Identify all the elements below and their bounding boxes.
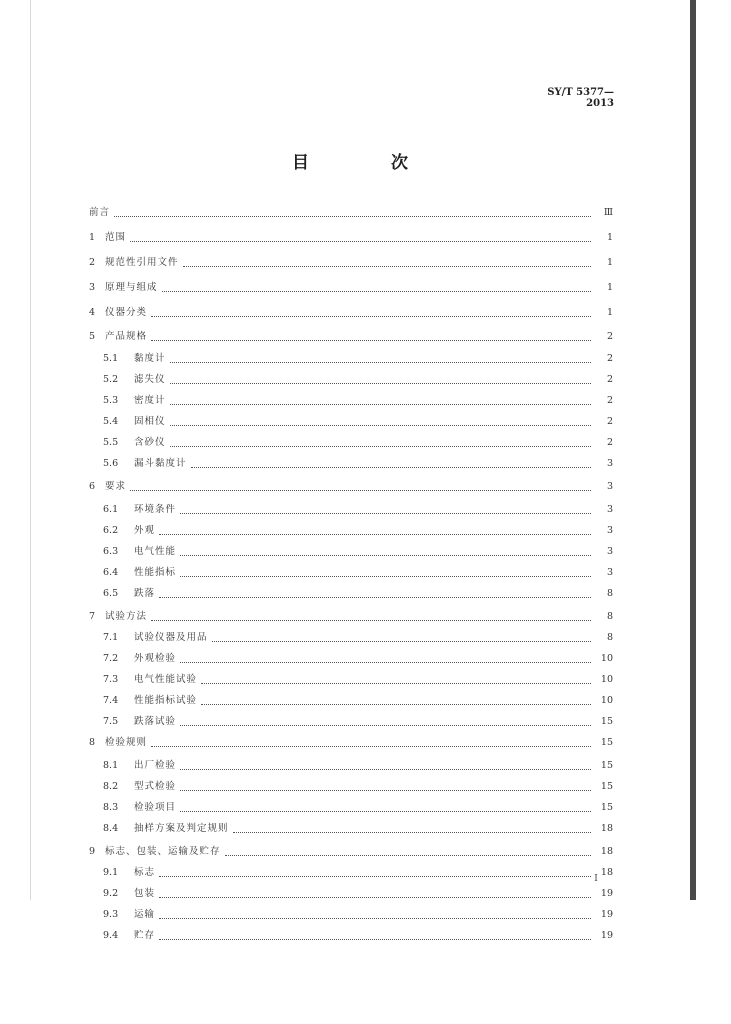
toc-entry-number: 1 bbox=[89, 232, 96, 243]
toc-entry-number: 9 bbox=[89, 846, 96, 857]
toc-entry-label: 外观检验 bbox=[134, 653, 177, 664]
toc-entry[interactable] bbox=[103, 351, 613, 367]
toc-entry[interactable] bbox=[89, 735, 613, 751]
toc-entry-page: 2 bbox=[606, 353, 613, 364]
toc-entry[interactable] bbox=[103, 456, 613, 472]
toc-leader-dots bbox=[180, 661, 591, 663]
toc-entry-label: 规范性引用文件 bbox=[105, 257, 179, 268]
toc-entry-page: 2 bbox=[606, 416, 613, 427]
toc-entry-page: 19 bbox=[600, 930, 613, 941]
toc-entry-page: 8 bbox=[606, 588, 613, 599]
toc-entry-label: 试验仪器及用品 bbox=[134, 632, 208, 643]
toc-entry-label: 出厂检验 bbox=[134, 760, 177, 771]
toc-entry-page: 15 bbox=[600, 781, 613, 792]
toc-entry-page: 3 bbox=[606, 458, 613, 469]
toc-entry-label: 性能指标试验 bbox=[134, 695, 198, 706]
toc-entry-page: 10 bbox=[600, 653, 613, 664]
toc-leader-dots bbox=[162, 290, 591, 292]
toc-entry-label: 前言 bbox=[89, 207, 111, 218]
toc-entry-label: 跌落 bbox=[134, 588, 156, 599]
toc-entry-label: 电气性能 bbox=[134, 546, 177, 557]
toc-leader-dots bbox=[159, 533, 591, 535]
toc-entry[interactable] bbox=[89, 205, 613, 221]
toc-entry[interactable] bbox=[103, 586, 613, 602]
toc-entry-page: 2 bbox=[606, 437, 613, 448]
toc-entry-label: 原理与组成 bbox=[105, 282, 158, 293]
toc-entry[interactable] bbox=[103, 886, 613, 902]
toc-entry[interactable] bbox=[103, 758, 613, 774]
toc-leader-dots bbox=[159, 917, 591, 919]
page-left-edge bbox=[30, 0, 31, 900]
standard-code: SY/T 5377—2013 bbox=[547, 87, 614, 109]
toc-entry[interactable] bbox=[103, 714, 613, 730]
toc-entry[interactable] bbox=[89, 230, 613, 246]
toc-entry[interactable] bbox=[89, 329, 613, 345]
toc-entry-label: 试验方法 bbox=[105, 611, 148, 622]
toc-entry-page: 18 bbox=[600, 846, 613, 857]
toc-entry-number: 5.2 bbox=[103, 374, 119, 385]
toc-entry-label: 检验项目 bbox=[134, 802, 177, 813]
toc-entry-page: 15 bbox=[600, 802, 613, 813]
toc-entry-page: 10 bbox=[600, 695, 613, 706]
toc-entry-label: 标志 bbox=[134, 867, 156, 878]
toc-entry-label: 固相仪 bbox=[134, 416, 166, 427]
toc-entry-number: 5.1 bbox=[103, 353, 119, 364]
toc-entry-number: 8.1 bbox=[103, 760, 119, 771]
toc-leader-dots bbox=[170, 403, 591, 405]
toc-entry-label: 外观 bbox=[134, 525, 156, 536]
toc-entry[interactable] bbox=[103, 907, 613, 923]
toc-entry[interactable] bbox=[89, 305, 613, 321]
toc-entry-page: 8 bbox=[606, 632, 613, 643]
toc-entry[interactable] bbox=[103, 393, 613, 409]
toc-leader-dots bbox=[201, 703, 591, 705]
toc-entry-number: 5.6 bbox=[103, 458, 119, 469]
toc-entry-page: 2 bbox=[606, 331, 613, 342]
toc-entry[interactable] bbox=[103, 693, 613, 709]
toc-entry-number: 6.2 bbox=[103, 525, 119, 536]
toc-entry-label: 性能指标 bbox=[134, 567, 177, 578]
toc-entry-page: 1 bbox=[606, 232, 613, 243]
toc-entry-label: 含砂仪 bbox=[134, 437, 166, 448]
toc-entry-page: 8 bbox=[606, 611, 613, 622]
toc-entry-label: 跌落试验 bbox=[134, 716, 177, 727]
toc-entry-label: 漏斗黏度计 bbox=[134, 458, 187, 469]
toc-entry-label: 检验规则 bbox=[105, 737, 148, 748]
toc-leader-dots bbox=[159, 596, 591, 598]
toc-entry-label: 运输 bbox=[134, 909, 156, 920]
toc-entry-number: 6 bbox=[89, 481, 96, 492]
toc-leader-dots bbox=[130, 240, 591, 242]
toc-entry-page: 1 bbox=[606, 282, 613, 293]
toc-leader-dots bbox=[180, 810, 591, 812]
toc-leader-dots bbox=[170, 382, 591, 384]
toc-entry-number: 5.3 bbox=[103, 395, 119, 406]
toc-entry-page: 2 bbox=[606, 374, 613, 385]
toc-leader-dots bbox=[191, 466, 591, 468]
toc-leader-dots bbox=[233, 831, 591, 833]
toc-entry-number: 7.4 bbox=[103, 695, 119, 706]
toc-entry[interactable] bbox=[103, 435, 613, 451]
toc-entry-page: 10 bbox=[600, 674, 613, 685]
toc-entry-page: 3 bbox=[606, 481, 613, 492]
toc-entry[interactable] bbox=[89, 479, 613, 495]
toc-entry-label: 密度计 bbox=[134, 395, 166, 406]
toc-entry[interactable] bbox=[103, 651, 613, 667]
toc-leader-dots bbox=[159, 875, 591, 877]
toc-entry-number: 6.1 bbox=[103, 504, 119, 515]
toc-entry-page: 3 bbox=[606, 567, 613, 578]
toc-entry-number: 9.1 bbox=[103, 867, 119, 878]
toc-leader-dots bbox=[180, 768, 591, 770]
toc-entry-page: Ⅲ bbox=[603, 207, 613, 218]
toc-entry[interactable] bbox=[103, 502, 613, 518]
toc-leader-dots bbox=[151, 745, 591, 747]
toc-entry-number: 9.2 bbox=[103, 888, 119, 899]
toc-entry[interactable] bbox=[89, 255, 613, 271]
toc-leader-dots bbox=[159, 896, 591, 898]
toc-entry-label: 要求 bbox=[105, 481, 127, 492]
toc-entry-number: 8.4 bbox=[103, 823, 119, 834]
toc-entry-number: 5.5 bbox=[103, 437, 119, 448]
toc-entry-number: 6.5 bbox=[103, 588, 119, 599]
toc-title: 目 次 bbox=[292, 153, 446, 173]
toc-leader-dots bbox=[170, 361, 591, 363]
toc-entry[interactable] bbox=[89, 280, 613, 296]
toc-leader-dots bbox=[212, 640, 591, 642]
toc-leader-dots bbox=[180, 554, 591, 556]
toc-entry-number: 4 bbox=[89, 307, 96, 318]
toc-entry-page: 15 bbox=[600, 737, 613, 748]
toc-leader-dots bbox=[159, 938, 591, 940]
toc-entry[interactable] bbox=[89, 844, 613, 860]
toc-entry-label: 滤失仪 bbox=[134, 374, 166, 385]
toc-entry-number: 8.2 bbox=[103, 781, 119, 792]
toc-leader-dots bbox=[180, 575, 591, 577]
toc-entry-number: 7.2 bbox=[103, 653, 119, 664]
toc-leader-dots bbox=[170, 445, 591, 447]
toc-entry[interactable] bbox=[103, 630, 613, 646]
toc-entry-page: 19 bbox=[600, 909, 613, 920]
toc-entry-number: 7.3 bbox=[103, 674, 119, 685]
toc-entry[interactable] bbox=[103, 565, 613, 581]
toc-entry-number: 9.3 bbox=[103, 909, 119, 920]
toc-entry-label: 黏度计 bbox=[134, 353, 166, 364]
toc-entry-page: 15 bbox=[600, 716, 613, 727]
toc-entry-page: 1 bbox=[606, 257, 613, 268]
toc-entry-number: 7 bbox=[89, 611, 96, 622]
toc-entry-page: 3 bbox=[606, 546, 613, 557]
toc-entry-label: 仪器分类 bbox=[105, 307, 148, 318]
toc-leader-dots bbox=[151, 619, 591, 621]
toc-entry-label: 范围 bbox=[105, 232, 127, 243]
toc-entry[interactable] bbox=[103, 414, 613, 430]
toc-entry-number: 2 bbox=[89, 257, 96, 268]
toc-entry-label: 抽样方案及判定规则 bbox=[134, 823, 229, 834]
toc-entry-page: 15 bbox=[600, 760, 613, 771]
toc-entry-page: 18 bbox=[600, 867, 613, 878]
toc-entry-number: 5 bbox=[89, 331, 96, 342]
toc-entry-number: 8 bbox=[89, 737, 96, 748]
toc-entry-page: 3 bbox=[606, 504, 613, 515]
toc-entry[interactable] bbox=[103, 544, 613, 560]
toc-entry[interactable] bbox=[89, 609, 613, 625]
toc-entry-label: 标志、包装、运输及贮存 bbox=[105, 846, 221, 857]
toc-entry-page: 1 bbox=[606, 307, 613, 318]
toc-entry[interactable] bbox=[103, 800, 613, 816]
toc-entry-number: 8.3 bbox=[103, 802, 119, 813]
toc-entry[interactable] bbox=[103, 928, 613, 944]
toc-entry[interactable] bbox=[103, 372, 613, 388]
toc-leader-dots bbox=[114, 215, 591, 217]
toc-leader-dots bbox=[170, 424, 591, 426]
toc-entry-label: 环境条件 bbox=[134, 504, 177, 515]
toc-entry-label: 电气性能试验 bbox=[134, 674, 198, 685]
toc-entry-number: 7.5 bbox=[103, 716, 119, 727]
toc-leader-dots bbox=[130, 489, 591, 491]
toc-leader-dots bbox=[180, 789, 591, 791]
toc-entry-label: 产品规格 bbox=[105, 331, 148, 342]
toc-entry[interactable] bbox=[103, 779, 613, 795]
toc-entry-page: 2 bbox=[606, 395, 613, 406]
toc-entry[interactable] bbox=[103, 865, 613, 881]
page-right-edge bbox=[690, 0, 696, 900]
toc-leader-dots bbox=[201, 682, 591, 684]
toc-leader-dots bbox=[225, 854, 591, 856]
toc-leader-dots bbox=[183, 265, 591, 267]
toc-leader-dots bbox=[180, 724, 591, 726]
toc-leader-dots bbox=[151, 339, 591, 341]
toc-entry-number: 9.4 bbox=[103, 930, 119, 941]
toc-entry-page: 19 bbox=[600, 888, 613, 899]
toc-entry-page: 18 bbox=[600, 823, 613, 834]
toc-entry[interactable] bbox=[103, 523, 613, 539]
toc-entry-number: 5.4 bbox=[103, 416, 119, 427]
toc-entry-number: 6.3 bbox=[103, 546, 119, 557]
page-number: I bbox=[594, 874, 598, 884]
toc-leader-dots bbox=[180, 512, 591, 514]
toc-entry-page: 3 bbox=[606, 525, 613, 536]
toc-entry[interactable] bbox=[103, 821, 613, 837]
toc-entry-number: 7.1 bbox=[103, 632, 119, 643]
toc-entry-label: 包装 bbox=[134, 888, 156, 899]
toc-leader-dots bbox=[151, 315, 591, 317]
toc-entry-number: 6.4 bbox=[103, 567, 119, 578]
toc-entry-number: 3 bbox=[89, 282, 96, 293]
toc-entry-label: 型式检验 bbox=[134, 781, 177, 792]
toc-entry[interactable] bbox=[103, 672, 613, 688]
toc-entry-label: 贮存 bbox=[134, 930, 156, 941]
